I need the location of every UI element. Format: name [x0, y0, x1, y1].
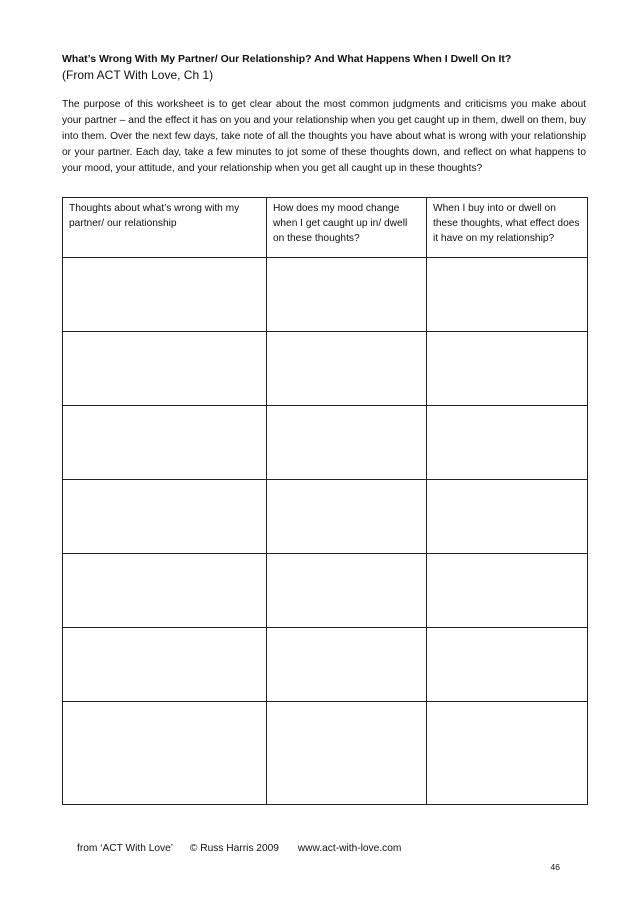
- column-header-thoughts: Thoughts about what’s wrong with my partner/ our relationship: [63, 198, 267, 258]
- entry-cell[interactable]: [427, 406, 588, 480]
- entry-cell[interactable]: [267, 258, 427, 332]
- entry-cell[interactable]: [267, 702, 427, 805]
- entry-cell[interactable]: [63, 702, 267, 805]
- entry-cell[interactable]: [63, 554, 267, 628]
- entry-cell[interactable]: [63, 332, 267, 406]
- footer-copyright: © Russ Harris 2009: [189, 843, 279, 854]
- table-row: [63, 702, 588, 805]
- column-header-mood: How does my mood change when I get caught up in/ dwell on these thoughts?: [267, 198, 427, 258]
- column-header-effect: When I buy into or dwell on these thoughts, what effect does it have on my relationship?: [427, 198, 588, 258]
- worksheet-subtitle: (From ACT With Love, Ch 1): [62, 68, 214, 82]
- table-row: [63, 332, 588, 406]
- entry-cell[interactable]: [267, 628, 427, 702]
- entry-cell[interactable]: [267, 480, 427, 554]
- entry-cell[interactable]: [427, 480, 588, 554]
- intro-paragraph: The purpose of this worksheet is to get clear about the most common judgments and criticisms you make about your partner – and the effect it has on you and your relationship when you get caught up in them, dwell on them, buy into them. Over the next few days, take note of all the thoughts you have about what is wrong with your relationship or your partner. Each day, take a few minutes to jot some of these thoughts down, and reflect on what happens to your mood, your attitude, and your relationship when you get all caught up in these thoughts?: [62, 99, 586, 174]
- worksheet-table: [62, 197, 588, 805]
- table-row: [63, 628, 588, 702]
- table-row: [63, 480, 588, 554]
- page-number: 46: [550, 862, 560, 872]
- entry-cell[interactable]: [267, 554, 427, 628]
- entry-cell[interactable]: [427, 258, 588, 332]
- entry-cell[interactable]: [427, 702, 588, 805]
- entry-cell[interactable]: [267, 332, 427, 406]
- table-row: [63, 406, 588, 480]
- table-row: [63, 554, 588, 628]
- table-row: [63, 258, 588, 332]
- entry-cell[interactable]: [427, 554, 588, 628]
- worksheet-title: What’s Wrong With My Partner/ Our Relationship? And What Happens When I Dwell On It?: [62, 53, 512, 65]
- footer-source: from ‘ACT With Love’: [77, 843, 174, 854]
- page-footer: [77, 843, 401, 854]
- entry-cell[interactable]: [63, 628, 267, 702]
- entry-cell[interactable]: [427, 332, 588, 406]
- entry-cell[interactable]: [427, 628, 588, 702]
- table-header-row: [63, 198, 588, 258]
- footer-website: www.act-with-love.com: [297, 843, 402, 854]
- entry-cell[interactable]: [63, 258, 267, 332]
- entry-cell[interactable]: [63, 480, 267, 554]
- entry-cell[interactable]: [63, 406, 267, 480]
- entry-cell[interactable]: [267, 406, 427, 480]
